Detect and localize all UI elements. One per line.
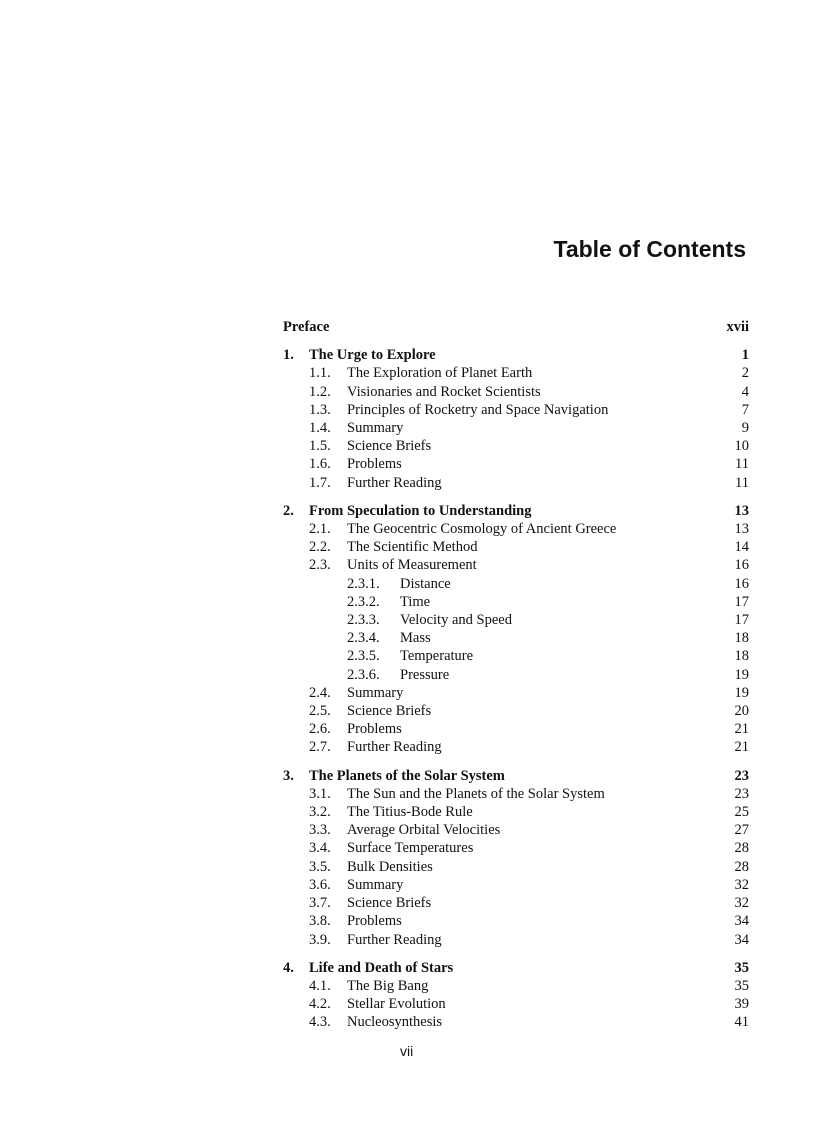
toc-entry-title: Distance xyxy=(400,575,451,592)
toc-entry-number: 3.7. xyxy=(309,895,331,912)
toc-entry-number: 3.3. xyxy=(309,822,331,839)
toc-entry-title: Surface Temperatures xyxy=(347,840,474,857)
toc-entry-title: Mass xyxy=(400,630,431,647)
toc-chapter xyxy=(283,502,749,520)
toc-section xyxy=(283,520,749,538)
toc-entry-title: Further Reading xyxy=(347,739,442,756)
toc-entry-page: 32 xyxy=(734,876,749,893)
toc-section xyxy=(283,858,749,876)
toc-section xyxy=(283,977,749,995)
toc-section xyxy=(283,839,749,857)
toc-entry-number: 3. xyxy=(283,767,294,784)
toc-entry-label xyxy=(283,1013,709,1031)
toc-entry-page: 4 xyxy=(741,383,749,400)
toc-entry-label xyxy=(283,455,709,473)
toc-entry-title: The Planets of the Solar System xyxy=(309,767,505,784)
toc-entry-title: The Big Bang xyxy=(347,977,429,994)
toc-entry-page: 27 xyxy=(734,822,749,839)
toc-entry-page: 18 xyxy=(734,630,749,647)
toc-entry-label xyxy=(283,556,709,574)
toc-entry-page: 9 xyxy=(741,420,749,437)
toc-entry-label xyxy=(283,702,709,720)
toc-entry-number: 2.3. xyxy=(309,557,331,574)
toc-entry-title: The Urge to Explore xyxy=(309,347,436,364)
toc-subsection xyxy=(283,593,749,611)
toc-entry-label xyxy=(283,821,709,839)
toc-entry-label xyxy=(283,839,709,857)
toc-entry-label xyxy=(283,437,709,455)
toc-entry-title: Temperature xyxy=(400,648,474,665)
toc-entry-page: xvii xyxy=(726,319,749,335)
toc-entry-number: 4.2. xyxy=(309,996,331,1013)
toc-entry-title: Summary xyxy=(347,420,404,437)
toc-entry-title: Science Briefs xyxy=(347,895,432,912)
toc-entry-title: Nucleosynthesis xyxy=(347,1014,443,1031)
toc-entry-label xyxy=(283,383,709,401)
toc-entry-label xyxy=(283,538,709,556)
toc-entry-page: 13 xyxy=(734,521,749,538)
toc-entry-number: 2.6. xyxy=(309,721,331,738)
toc-entry-title: Stellar Evolution xyxy=(347,996,446,1013)
toc-entry-title: The Sun and the Planets of the Solar System xyxy=(347,785,605,802)
toc-section xyxy=(283,455,749,473)
toc-entry-number: 1.4. xyxy=(309,420,331,437)
toc-section xyxy=(283,931,749,949)
toc-entry-title: Further Reading xyxy=(347,931,442,948)
toc-section xyxy=(283,785,749,803)
toc-entry-page: 19 xyxy=(734,666,749,683)
toc-section xyxy=(283,738,749,756)
toc-entry-title: Further Reading xyxy=(347,474,442,491)
toc-entry-number: 1.2. xyxy=(309,383,331,400)
toc-section xyxy=(283,419,749,437)
toc-entry-label xyxy=(283,931,709,949)
toc-entry-page: 17 xyxy=(734,612,749,629)
toc-section xyxy=(283,538,749,556)
toc-entry-number: 2.1. xyxy=(309,521,331,538)
toc-entry-number: 2.4. xyxy=(309,684,331,701)
toc-entry-label xyxy=(283,419,709,437)
toc-entry-title: Problems xyxy=(347,721,402,738)
toc-entry-label xyxy=(283,767,709,785)
toc-entry-label xyxy=(283,803,709,821)
toc-subsection xyxy=(283,629,749,647)
page-title: Table of Contents xyxy=(553,236,746,262)
toc-section xyxy=(283,702,749,720)
toc-entry-number: 2.3.2. xyxy=(347,593,380,610)
toc-entry-label xyxy=(283,647,709,665)
toc-entry-number: 2.2. xyxy=(309,539,331,556)
toc-entry-page: 32 xyxy=(734,895,749,912)
toc-entry-page: 34 xyxy=(734,913,749,930)
toc-entry-page: 17 xyxy=(734,593,749,610)
toc-entry-number: 4.3. xyxy=(309,1014,331,1031)
toc-entry-page: 41 xyxy=(734,1014,749,1031)
toc-section xyxy=(283,401,749,419)
toc-entry-title: Summary xyxy=(347,876,404,893)
toc-entry-label xyxy=(283,474,709,492)
toc-entry-page: 19 xyxy=(734,684,749,701)
toc-entry-title: Visionaries and Rocket Scientists xyxy=(347,383,541,400)
toc-entry-page: 39 xyxy=(734,996,749,1013)
toc-entry-number: 2.3.4. xyxy=(347,630,380,647)
toc-entry-number: 4.1. xyxy=(309,977,331,994)
toc-entry-number: 3.5. xyxy=(309,858,331,875)
toc-entry-label xyxy=(283,959,709,977)
toc-entry-number: 1.1. xyxy=(309,365,331,382)
toc-entry-title: Time xyxy=(400,593,431,610)
toc-section xyxy=(283,1013,749,1031)
toc-entry-title: Principles of Rocketry and Space Navigation xyxy=(347,401,609,418)
toc-subsection xyxy=(283,575,749,593)
toc-entry-title: Average Orbital Velocities xyxy=(347,822,501,839)
toc-section xyxy=(283,437,749,455)
toc-entry-number: 2.3.1. xyxy=(347,575,380,592)
toc-section xyxy=(283,995,749,1013)
toc-entry-title: The Scientific Method xyxy=(347,539,478,556)
toc-entry-number: 4. xyxy=(283,959,294,976)
toc-entry-label xyxy=(283,401,709,419)
toc-section xyxy=(283,474,749,492)
toc-entry-title: Science Briefs xyxy=(347,438,432,455)
toc-entry-label xyxy=(283,593,709,611)
toc-entry-label xyxy=(283,346,709,364)
toc-entry-page: 21 xyxy=(734,721,749,738)
toc-entry-page: 23 xyxy=(734,785,749,802)
toc-entry-page: 35 xyxy=(734,959,749,976)
toc-entry-label xyxy=(283,858,709,876)
toc-entry-title: Bulk Densities xyxy=(347,858,433,875)
toc-entry-title: From Speculation to Understanding xyxy=(309,502,532,519)
toc-entry-page: 7 xyxy=(741,401,749,418)
toc-entry-number: 2.7. xyxy=(309,739,331,756)
toc-entry-page: 35 xyxy=(734,977,749,994)
toc-chapter xyxy=(283,346,749,364)
toc-section xyxy=(283,876,749,894)
toc-entry-label xyxy=(283,666,709,684)
toc-entry-number: 2.3.3. xyxy=(347,612,380,629)
toc-entry-number: 1.5. xyxy=(309,438,331,455)
toc-entry-label xyxy=(283,502,709,520)
toc-entry-number: 3.8. xyxy=(309,913,331,930)
toc-entry-page: 10 xyxy=(734,438,749,455)
toc-chapter xyxy=(283,959,749,977)
toc-entry-number: 2.3.5. xyxy=(347,648,380,665)
toc-subsection xyxy=(283,647,749,665)
toc-entry-title: The Titius-Bode Rule xyxy=(347,804,473,821)
toc-entry-title: Preface xyxy=(283,319,330,335)
toc-entry-page: 13 xyxy=(734,502,749,519)
toc-entry-page: 16 xyxy=(734,575,749,592)
toc-section xyxy=(283,556,749,574)
toc-section xyxy=(283,720,749,738)
toc-entry-number: 3.6. xyxy=(309,876,331,893)
toc-chapter xyxy=(283,767,749,785)
toc-entry-number: 3.1. xyxy=(309,785,331,802)
toc-entry-page: 16 xyxy=(734,557,749,574)
toc-entry-page: 11 xyxy=(735,456,749,473)
toc-entry-page: 14 xyxy=(734,539,749,556)
toc-entry-label xyxy=(283,738,709,756)
toc-entry-title: Pressure xyxy=(400,666,450,683)
toc-entry-page: 20 xyxy=(734,703,749,720)
toc-section xyxy=(283,364,749,382)
toc-entry-number: 2.3.6. xyxy=(347,666,380,683)
toc-entry-label xyxy=(283,611,709,629)
toc-entry-label xyxy=(283,684,709,702)
toc-entry-label xyxy=(283,575,709,593)
toc-entry-title: The Geocentric Cosmology of Ancient Greece xyxy=(347,521,617,538)
toc-entry-title: Life and Death of Stars xyxy=(309,959,454,976)
toc-entry-number: 1.3. xyxy=(309,401,331,418)
toc-section xyxy=(283,894,749,912)
toc-entry-label xyxy=(283,995,709,1013)
toc-entry-label xyxy=(283,894,709,912)
toc-entry-title: Summary xyxy=(347,684,404,701)
toc-section xyxy=(283,803,749,821)
toc-entry-page: 1 xyxy=(741,347,749,364)
toc-entry-page: 34 xyxy=(734,931,749,948)
toc-entry-number: 1.7. xyxy=(309,474,331,491)
toc-entry-page: 28 xyxy=(734,858,749,875)
toc-entry-label xyxy=(283,720,709,738)
toc-entry-number: 2.5. xyxy=(309,703,331,720)
toc-section xyxy=(283,912,749,930)
toc-entry-title: Problems xyxy=(347,913,402,930)
toc-entry-page: 21 xyxy=(734,739,749,756)
toc-entry-page: 18 xyxy=(734,648,749,665)
toc-entry-page: 23 xyxy=(734,767,749,784)
toc-entry-label xyxy=(283,364,709,382)
toc-section xyxy=(283,684,749,702)
toc-subsection xyxy=(283,611,749,629)
toc-entry-number: 2. xyxy=(283,502,294,519)
toc-entry-number: 1.6. xyxy=(309,456,331,473)
toc-list xyxy=(283,318,749,1032)
toc-entry-title: Velocity and Speed xyxy=(400,612,512,629)
toc-entry-label xyxy=(283,785,709,803)
toc-entry-page: 2 xyxy=(741,365,749,382)
toc-entry-page: 11 xyxy=(735,474,749,491)
toc-entry-number: 1. xyxy=(283,347,294,364)
toc-entry-number: 3.2. xyxy=(309,804,331,821)
toc-entry-page: 28 xyxy=(734,840,749,857)
toc-entry-label xyxy=(283,912,709,930)
toc-entry-preface xyxy=(283,318,749,336)
toc-entry-label xyxy=(283,876,709,894)
toc-entry-number: 3.4. xyxy=(309,840,331,857)
toc-entry-label xyxy=(283,977,709,995)
toc-section xyxy=(283,383,749,401)
page-number: vii xyxy=(400,1043,414,1059)
toc-section xyxy=(283,821,749,839)
toc-entry-title: Problems xyxy=(347,456,402,473)
toc-subsection xyxy=(283,666,749,684)
toc-entry-label xyxy=(283,520,709,538)
toc-entry-title: The Exploration of Planet Earth xyxy=(347,365,533,382)
toc-entry-page: 25 xyxy=(734,804,749,821)
toc-entry-title: Units of Measurement xyxy=(347,557,477,574)
toc-entry-number: 3.9. xyxy=(309,931,331,948)
toc-entry-label xyxy=(283,629,709,647)
toc-entry-title: Science Briefs xyxy=(347,703,432,720)
